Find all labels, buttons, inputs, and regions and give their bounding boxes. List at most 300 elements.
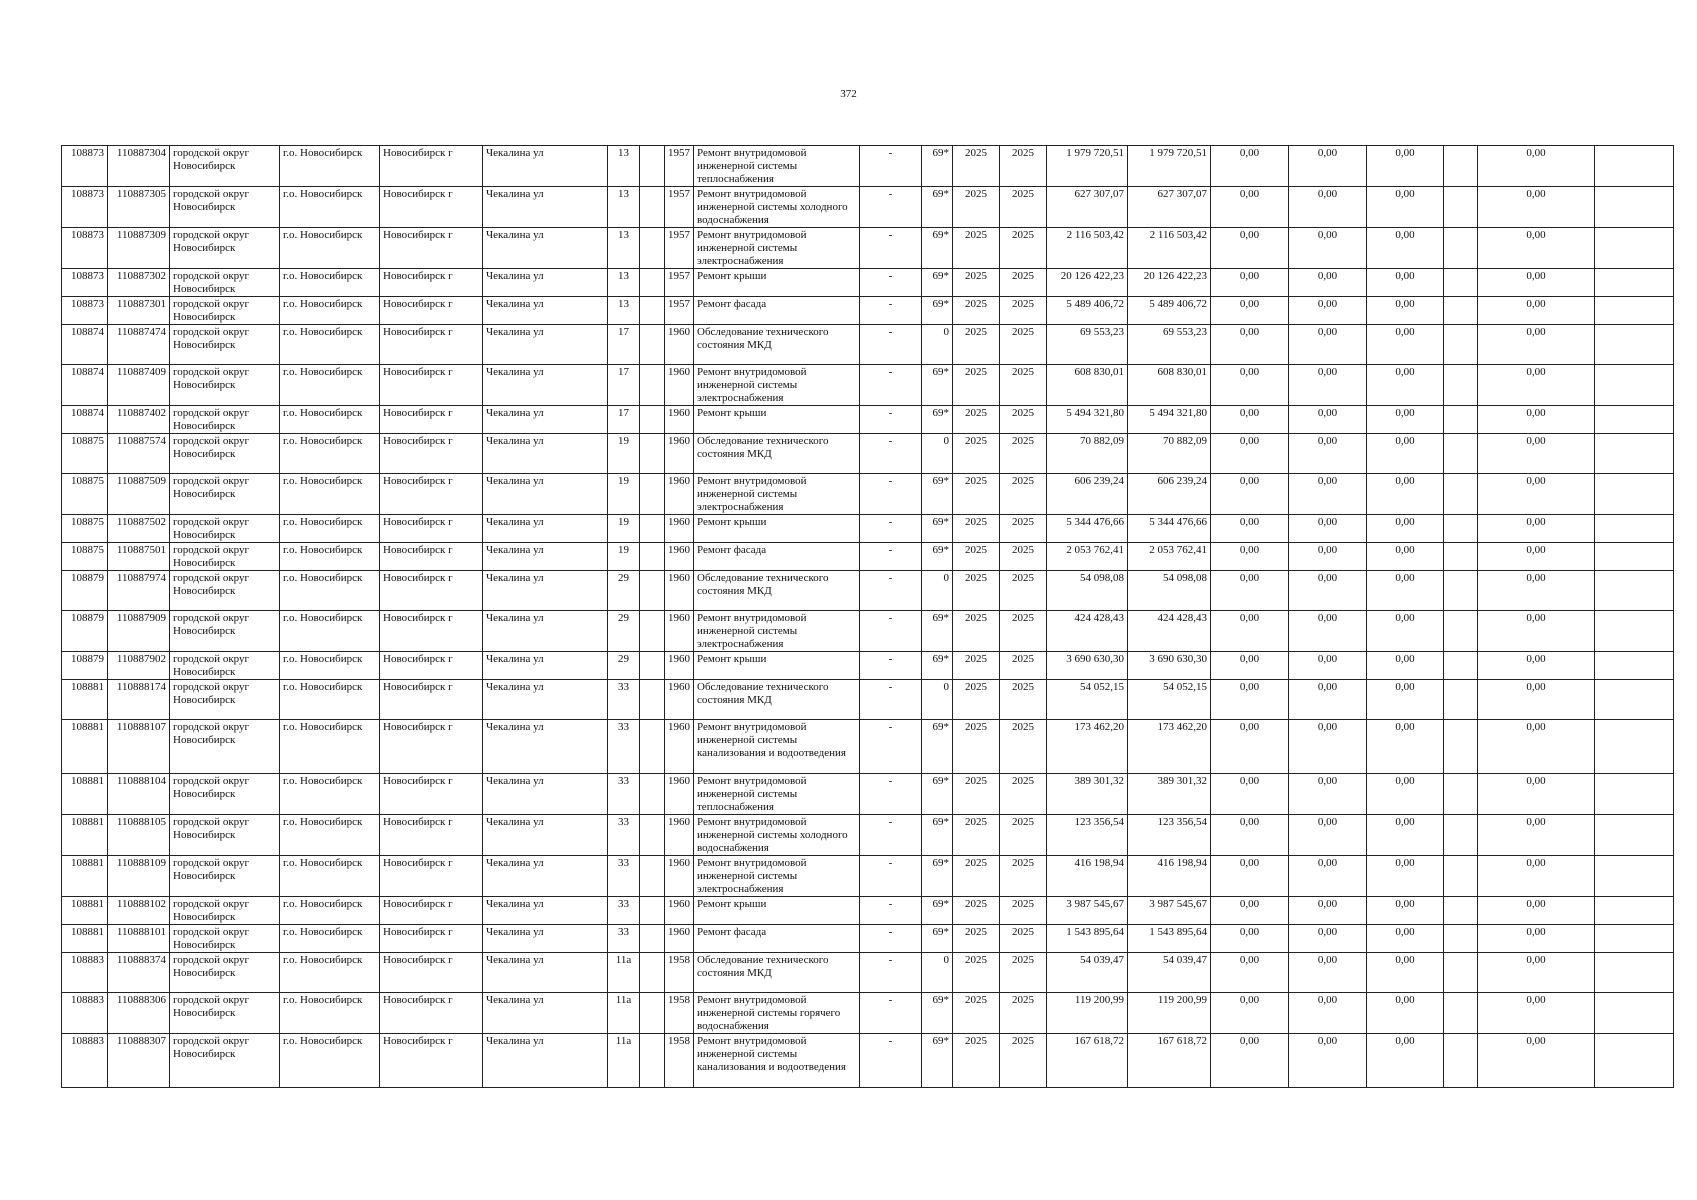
cell-house-number: 13 <box>608 187 640 228</box>
cell-mark: - <box>860 406 922 434</box>
cell-plan-year-start: 2025 <box>953 720 1000 774</box>
cell-cost-local: 0,00 <box>1367 993 1444 1034</box>
cell-cost-total: 173 462,20 <box>1047 720 1128 774</box>
cell-municipality: городской округ Новосибирск <box>170 325 280 365</box>
cell-street: Чекалина ул <box>483 680 608 720</box>
cell-cost-fund: 20 126 422,23 <box>1128 269 1211 297</box>
cell-work-id: 110888105 <box>108 815 170 856</box>
cell-note <box>1595 146 1674 187</box>
cell-work-id: 110887305 <box>108 187 170 228</box>
cell-municipality: городской округ Новосибирск <box>170 474 280 515</box>
cell-plan-year-end: 2025 <box>1000 543 1047 571</box>
cell-cost-local: 0,00 <box>1367 611 1444 652</box>
cell-extra <box>1444 897 1478 925</box>
cell-work-type: Ремонт внутридомовой инженерной системы горячего водоснабжения <box>694 993 860 1034</box>
cell-note <box>1595 680 1674 720</box>
cell-cost-federal: 0,00 <box>1211 406 1289 434</box>
cell-note <box>1595 365 1674 406</box>
cell-note <box>1595 474 1674 515</box>
cell-settlement: Новосибирск г <box>380 228 483 269</box>
cell-cost-fund: 167 618,72 <box>1128 1034 1211 1088</box>
cell-building <box>640 146 665 187</box>
cell-extra <box>1444 406 1478 434</box>
cell-cost-owners: 0,00 <box>1478 474 1595 515</box>
cell-build-year: 1960 <box>665 897 694 925</box>
table-row <box>62 856 1674 897</box>
cell-cost-total: 5 489 406,72 <box>1047 297 1128 325</box>
cell-building <box>640 680 665 720</box>
cell-record-id: 108873 <box>62 228 108 269</box>
cell-cost-fund: 5 489 406,72 <box>1128 297 1211 325</box>
cell-cost-regional: 0,00 <box>1289 925 1367 953</box>
cell-cost-local: 0,00 <box>1367 228 1444 269</box>
cell-building <box>640 325 665 365</box>
cell-district: г.о. Новосибирск <box>280 543 380 571</box>
cell-plan-year-start: 2025 <box>953 146 1000 187</box>
cell-street: Чекалина ул <box>483 406 608 434</box>
cell-mark: - <box>860 774 922 815</box>
cell-note <box>1595 297 1674 325</box>
cell-cost-total: 3 987 545,67 <box>1047 897 1128 925</box>
cell-district: г.о. Новосибирск <box>280 228 380 269</box>
cell-municipality: городской округ Новосибирск <box>170 953 280 993</box>
cell-wear-percent: 69* <box>922 611 953 652</box>
cell-street: Чекалина ул <box>483 652 608 680</box>
cell-municipality: городской округ Новосибирск <box>170 228 280 269</box>
cell-mark: - <box>860 434 922 474</box>
cell-cost-fund: 627 307,07 <box>1128 187 1211 228</box>
cell-plan-year-end: 2025 <box>1000 515 1047 543</box>
cell-municipality: городской округ Новосибирск <box>170 434 280 474</box>
cell-work-type: Ремонт внутридомовой инженерной системы холодного водоснабжения <box>694 815 860 856</box>
cell-municipality: городской округ Новосибирск <box>170 406 280 434</box>
cell-build-year: 1960 <box>665 680 694 720</box>
cell-cost-owners: 0,00 <box>1478 146 1595 187</box>
table-row <box>62 365 1674 406</box>
cell-record-id: 108881 <box>62 856 108 897</box>
cell-cost-local: 0,00 <box>1367 187 1444 228</box>
cell-extra <box>1444 611 1478 652</box>
cell-cost-total: 119 200,99 <box>1047 993 1128 1034</box>
cell-district: г.о. Новосибирск <box>280 720 380 774</box>
cell-cost-regional: 0,00 <box>1289 856 1367 897</box>
cell-build-year: 1960 <box>665 571 694 611</box>
cell-building <box>640 774 665 815</box>
register-table <box>61 145 1674 1088</box>
table-row <box>62 187 1674 228</box>
cell-extra <box>1444 856 1478 897</box>
cell-cost-federal: 0,00 <box>1211 515 1289 543</box>
cell-municipality: городской округ Новосибирск <box>170 297 280 325</box>
cell-plan-year-start: 2025 <box>953 228 1000 269</box>
cell-cost-local: 0,00 <box>1367 297 1444 325</box>
cell-work-type: Ремонт крыши <box>694 269 860 297</box>
cell-note <box>1595 515 1674 543</box>
cell-street: Чекалина ул <box>483 815 608 856</box>
cell-house-number: 13 <box>608 146 640 187</box>
cell-work-type: Обследование технического состояния МКД <box>694 953 860 993</box>
cell-cost-local: 0,00 <box>1367 953 1444 993</box>
cell-plan-year-start: 2025 <box>953 774 1000 815</box>
cell-street: Чекалина ул <box>483 187 608 228</box>
cell-cost-total: 20 126 422,23 <box>1047 269 1128 297</box>
table-row <box>62 652 1674 680</box>
cell-district: г.о. Новосибирск <box>280 925 380 953</box>
cell-work-id: 110888101 <box>108 925 170 953</box>
cell-cost-fund: 389 301,32 <box>1128 774 1211 815</box>
cell-plan-year-end: 2025 <box>1000 1034 1047 1088</box>
cell-note <box>1595 652 1674 680</box>
cell-cost-local: 0,00 <box>1367 146 1444 187</box>
cell-work-type: Ремонт внутридомовой инженерной системы холодного водоснабжения <box>694 187 860 228</box>
cell-cost-owners: 0,00 <box>1478 652 1595 680</box>
cell-house-number: 29 <box>608 652 640 680</box>
cell-record-id: 108881 <box>62 897 108 925</box>
cell-plan-year-start: 2025 <box>953 187 1000 228</box>
cell-cost-total: 627 307,07 <box>1047 187 1128 228</box>
cell-extra <box>1444 434 1478 474</box>
cell-cost-fund: 2 053 762,41 <box>1128 543 1211 571</box>
cell-settlement: Новосибирск г <box>380 297 483 325</box>
cell-work-type: Ремонт внутридомовой инженерной системы теплоснабжения <box>694 774 860 815</box>
cell-cost-local: 0,00 <box>1367 515 1444 543</box>
cell-note <box>1595 434 1674 474</box>
cell-district: г.о. Новосибирск <box>280 856 380 897</box>
cell-wear-percent: 69* <box>922 897 953 925</box>
cell-work-id: 110887909 <box>108 611 170 652</box>
cell-district: г.о. Новосибирск <box>280 365 380 406</box>
cell-municipality: городской округ Новосибирск <box>170 269 280 297</box>
cell-wear-percent: 69* <box>922 365 953 406</box>
cell-cost-federal: 0,00 <box>1211 1034 1289 1088</box>
cell-plan-year-end: 2025 <box>1000 571 1047 611</box>
cell-build-year: 1957 <box>665 146 694 187</box>
cell-plan-year-start: 2025 <box>953 953 1000 993</box>
cell-street: Чекалина ул <box>483 146 608 187</box>
cell-municipality: городской округ Новосибирск <box>170 543 280 571</box>
cell-build-year: 1960 <box>665 474 694 515</box>
cell-plan-year-end: 2025 <box>1000 993 1047 1034</box>
cell-build-year: 1957 <box>665 297 694 325</box>
cell-cost-owners: 0,00 <box>1478 543 1595 571</box>
cell-plan-year-start: 2025 <box>953 406 1000 434</box>
cell-house-number: 13 <box>608 228 640 269</box>
cell-record-id: 108873 <box>62 146 108 187</box>
cell-extra <box>1444 571 1478 611</box>
cell-mark: - <box>860 953 922 993</box>
cell-extra <box>1444 325 1478 365</box>
cell-house-number: 33 <box>608 774 640 815</box>
cell-plan-year-end: 2025 <box>1000 897 1047 925</box>
cell-plan-year-start: 2025 <box>953 543 1000 571</box>
cell-building <box>640 187 665 228</box>
cell-house-number: 33 <box>608 815 640 856</box>
cell-street: Чекалина ул <box>483 925 608 953</box>
cell-note <box>1595 720 1674 774</box>
cell-district: г.о. Новосибирск <box>280 611 380 652</box>
cell-plan-year-start: 2025 <box>953 297 1000 325</box>
table-row <box>62 680 1674 720</box>
cell-plan-year-end: 2025 <box>1000 365 1047 406</box>
cell-cost-regional: 0,00 <box>1289 1034 1367 1088</box>
cell-street: Чекалина ул <box>483 1034 608 1088</box>
cell-build-year: 1957 <box>665 269 694 297</box>
cell-work-type: Ремонт крыши <box>694 652 860 680</box>
cell-cost-total: 5 494 321,80 <box>1047 406 1128 434</box>
cell-house-number: 33 <box>608 680 640 720</box>
cell-wear-percent: 69* <box>922 474 953 515</box>
cell-build-year: 1960 <box>665 543 694 571</box>
cell-plan-year-start: 2025 <box>953 474 1000 515</box>
cell-street: Чекалина ул <box>483 434 608 474</box>
table-row <box>62 228 1674 269</box>
cell-cost-local: 0,00 <box>1367 652 1444 680</box>
cell-work-type: Ремонт внутридомовой инженерной системы канализования и водоотведения <box>694 1034 860 1088</box>
cell-street: Чекалина ул <box>483 720 608 774</box>
cell-wear-percent: 69* <box>922 515 953 543</box>
cell-cost-total: 5 344 476,66 <box>1047 515 1128 543</box>
cell-street: Чекалина ул <box>483 774 608 815</box>
cell-note <box>1595 856 1674 897</box>
cell-cost-total: 1 979 720,51 <box>1047 146 1128 187</box>
table-row <box>62 925 1674 953</box>
cell-district: г.о. Новосибирск <box>280 515 380 543</box>
cell-wear-percent: 69* <box>922 774 953 815</box>
table-row <box>62 897 1674 925</box>
cell-work-type: Обследование технического состояния МКД <box>694 571 860 611</box>
cell-building <box>640 543 665 571</box>
cell-settlement: Новосибирск г <box>380 815 483 856</box>
cell-settlement: Новосибирск г <box>380 571 483 611</box>
cell-cost-fund: 123 356,54 <box>1128 815 1211 856</box>
cell-note <box>1595 897 1674 925</box>
cell-work-id: 110888374 <box>108 953 170 993</box>
cell-wear-percent: 69* <box>922 406 953 434</box>
cell-cost-regional: 0,00 <box>1289 897 1367 925</box>
cell-work-type: Ремонт внутридомовой инженерной системы электроснабжения <box>694 856 860 897</box>
cell-extra <box>1444 146 1478 187</box>
table-row <box>62 815 1674 856</box>
cell-cost-total: 416 198,94 <box>1047 856 1128 897</box>
cell-cost-federal: 0,00 <box>1211 543 1289 571</box>
cell-record-id: 108875 <box>62 515 108 543</box>
cell-plan-year-end: 2025 <box>1000 720 1047 774</box>
cell-plan-year-start: 2025 <box>953 571 1000 611</box>
cell-mark: - <box>860 146 922 187</box>
cell-work-type: Обследование технического состояния МКД <box>694 434 860 474</box>
cell-building <box>640 269 665 297</box>
cell-settlement: Новосибирск г <box>380 269 483 297</box>
cell-house-number: 13 <box>608 297 640 325</box>
cell-district: г.о. Новосибирск <box>280 297 380 325</box>
cell-cost-local: 0,00 <box>1367 365 1444 406</box>
cell-settlement: Новосибирск г <box>380 856 483 897</box>
cell-note <box>1595 187 1674 228</box>
cell-cost-federal: 0,00 <box>1211 269 1289 297</box>
cell-work-id: 110888107 <box>108 720 170 774</box>
cell-work-type: Ремонт внутридомовой инженерной системы канализования и водоотведения <box>694 720 860 774</box>
cell-cost-regional: 0,00 <box>1289 571 1367 611</box>
cell-mark: - <box>860 993 922 1034</box>
cell-build-year: 1960 <box>665 434 694 474</box>
cell-municipality: городской округ Новосибирск <box>170 815 280 856</box>
cell-extra <box>1444 652 1478 680</box>
cell-mark: - <box>860 365 922 406</box>
cell-cost-total: 123 356,54 <box>1047 815 1128 856</box>
cell-street: Чекалина ул <box>483 543 608 571</box>
cell-plan-year-start: 2025 <box>953 856 1000 897</box>
cell-house-number: 33 <box>608 720 640 774</box>
cell-cost-regional: 0,00 <box>1289 953 1367 993</box>
cell-cost-federal: 0,00 <box>1211 652 1289 680</box>
cell-plan-year-end: 2025 <box>1000 815 1047 856</box>
cell-record-id: 108883 <box>62 1034 108 1088</box>
cell-settlement: Новосибирск г <box>380 515 483 543</box>
cell-settlement: Новосибирск г <box>380 543 483 571</box>
cell-cost-federal: 0,00 <box>1211 993 1289 1034</box>
cell-work-id: 110887574 <box>108 434 170 474</box>
cell-cost-federal: 0,00 <box>1211 953 1289 993</box>
cell-plan-year-start: 2025 <box>953 652 1000 680</box>
cell-cost-local: 0,00 <box>1367 815 1444 856</box>
cell-district: г.о. Новосибирск <box>280 434 380 474</box>
cell-cost-local: 0,00 <box>1367 925 1444 953</box>
cell-cost-total: 54 039,47 <box>1047 953 1128 993</box>
cell-wear-percent: 0 <box>922 953 953 993</box>
cell-street: Чекалина ул <box>483 228 608 269</box>
cell-cost-federal: 0,00 <box>1211 434 1289 474</box>
cell-work-type: Ремонт внутридомовой инженерной системы электроснабжения <box>694 228 860 269</box>
cell-building <box>640 474 665 515</box>
cell-cost-fund: 3 690 630,30 <box>1128 652 1211 680</box>
cell-plan-year-start: 2025 <box>953 365 1000 406</box>
cell-cost-owners: 0,00 <box>1478 611 1595 652</box>
cell-work-type: Ремонт фасада <box>694 925 860 953</box>
cell-extra <box>1444 774 1478 815</box>
cell-build-year: 1960 <box>665 720 694 774</box>
cell-plan-year-end: 2025 <box>1000 297 1047 325</box>
cell-cost-owners: 0,00 <box>1478 993 1595 1034</box>
cell-extra <box>1444 297 1478 325</box>
cell-cost-owners: 0,00 <box>1478 515 1595 543</box>
cell-cost-regional: 0,00 <box>1289 325 1367 365</box>
cell-plan-year-start: 2025 <box>953 897 1000 925</box>
cell-work-type: Ремонт фасада <box>694 543 860 571</box>
cell-wear-percent: 69* <box>922 815 953 856</box>
cell-district: г.о. Новосибирск <box>280 993 380 1034</box>
cell-cost-owners: 0,00 <box>1478 365 1595 406</box>
cell-settlement: Новосибирск г <box>380 680 483 720</box>
cell-cost-owners: 0,00 <box>1478 774 1595 815</box>
cell-build-year: 1957 <box>665 187 694 228</box>
cell-cost-local: 0,00 <box>1367 474 1444 515</box>
cell-build-year: 1958 <box>665 993 694 1034</box>
cell-settlement: Новосибирск г <box>380 474 483 515</box>
cell-work-type: Обследование технического состояния МКД <box>694 680 860 720</box>
cell-mark: - <box>860 228 922 269</box>
table-row <box>62 297 1674 325</box>
cell-cost-local: 0,00 <box>1367 774 1444 815</box>
cell-cost-regional: 0,00 <box>1289 269 1367 297</box>
cell-cost-fund: 70 882,09 <box>1128 434 1211 474</box>
cell-cost-fund: 54 039,47 <box>1128 953 1211 993</box>
cell-mark: - <box>860 571 922 611</box>
cell-plan-year-end: 2025 <box>1000 611 1047 652</box>
cell-cost-owners: 0,00 <box>1478 680 1595 720</box>
cell-cost-total: 70 882,09 <box>1047 434 1128 474</box>
cell-house-number: 33 <box>608 925 640 953</box>
cell-building <box>640 297 665 325</box>
cell-building <box>640 652 665 680</box>
cell-cost-fund: 173 462,20 <box>1128 720 1211 774</box>
cell-house-number: 13 <box>608 269 640 297</box>
cell-cost-fund: 606 239,24 <box>1128 474 1211 515</box>
cell-extra <box>1444 925 1478 953</box>
cell-wear-percent: 0 <box>922 680 953 720</box>
cell-cost-local: 0,00 <box>1367 897 1444 925</box>
cell-cost-total: 389 301,32 <box>1047 774 1128 815</box>
cell-cost-owners: 0,00 <box>1478 187 1595 228</box>
cell-wear-percent: 69* <box>922 269 953 297</box>
cell-cost-owners: 0,00 <box>1478 325 1595 365</box>
cell-cost-total: 69 553,23 <box>1047 325 1128 365</box>
cell-house-number: 29 <box>608 571 640 611</box>
cell-settlement: Новосибирск г <box>380 187 483 228</box>
cell-record-id: 108879 <box>62 611 108 652</box>
cell-building <box>640 515 665 543</box>
cell-plan-year-start: 2025 <box>953 611 1000 652</box>
page-number: 372 <box>840 88 857 100</box>
cell-mark: - <box>860 815 922 856</box>
cell-street: Чекалина ул <box>483 297 608 325</box>
cell-cost-regional: 0,00 <box>1289 146 1367 187</box>
cell-work-id: 110888109 <box>108 856 170 897</box>
cell-cost-federal: 0,00 <box>1211 187 1289 228</box>
cell-cost-owners: 0,00 <box>1478 856 1595 897</box>
cell-settlement: Новосибирск г <box>380 1034 483 1088</box>
cell-extra <box>1444 187 1478 228</box>
cell-cost-fund: 69 553,23 <box>1128 325 1211 365</box>
cell-work-type: Ремонт крыши <box>694 515 860 543</box>
cell-settlement: Новосибирск г <box>380 953 483 993</box>
cell-settlement: Новосибирск г <box>380 925 483 953</box>
cell-cost-regional: 0,00 <box>1289 680 1367 720</box>
cell-house-number: 19 <box>608 543 640 571</box>
table-row <box>62 146 1674 187</box>
table-row <box>62 774 1674 815</box>
cell-house-number: 11а <box>608 953 640 993</box>
cell-work-id: 110888102 <box>108 897 170 925</box>
cell-cost-regional: 0,00 <box>1289 406 1367 434</box>
cell-street: Чекалина ул <box>483 856 608 897</box>
cell-mark: - <box>860 297 922 325</box>
cell-extra <box>1444 365 1478 406</box>
cell-plan-year-start: 2025 <box>953 993 1000 1034</box>
cell-extra <box>1444 1034 1478 1088</box>
cell-cost-regional: 0,00 <box>1289 720 1367 774</box>
cell-cost-regional: 0,00 <box>1289 228 1367 269</box>
cell-wear-percent: 69* <box>922 856 953 897</box>
cell-note <box>1595 953 1674 993</box>
cell-record-id: 108873 <box>62 187 108 228</box>
cell-cost-owners: 0,00 <box>1478 925 1595 953</box>
cell-district: г.о. Новосибирск <box>280 325 380 365</box>
cell-plan-year-end: 2025 <box>1000 406 1047 434</box>
cell-work-id: 110887902 <box>108 652 170 680</box>
cell-record-id: 108881 <box>62 720 108 774</box>
cell-build-year: 1957 <box>665 228 694 269</box>
cell-note <box>1595 228 1674 269</box>
